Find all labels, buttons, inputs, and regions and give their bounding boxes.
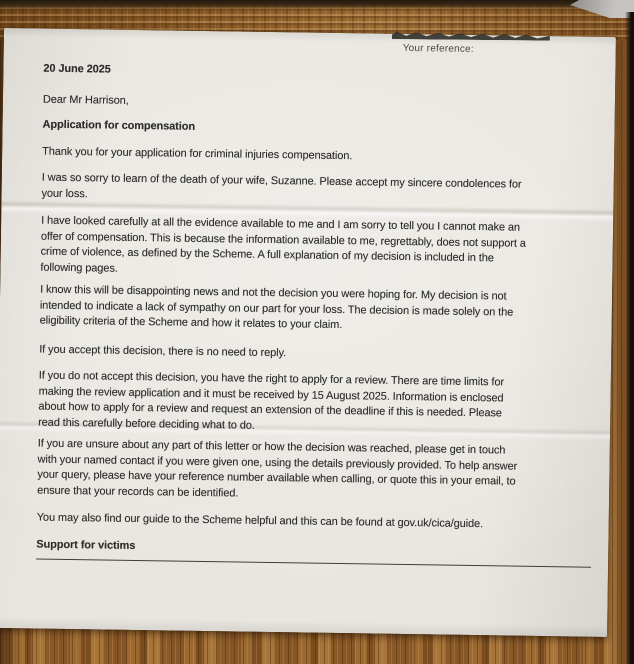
table-edge-shadow — [625, 12, 634, 664]
letter-paragraph: You may also find our guide to the Scheme helpful and this can be found at gov.uk/cica/guide. — [36, 511, 484, 531]
reference-label: Your reference: — [402, 42, 474, 55]
letter-paragraph: I have looked carefully at all the evidence available to me and I am sorry to tell you I cannot make an offer of compensation. This is because the information available to me, regrettably, does not support a crime of violence, as defined by the Scheme. A full explanation of my decision is included in the following pages. — [40, 214, 526, 275]
letter-salutation: Dear Mr Harrison, — [42, 93, 129, 107]
letter-paragraph: If you accept this decision, there is no need to reply. — [39, 343, 287, 359]
letter-paragraph: If you are unsure about any part of this letter or how the decision was reached, please get in touch with your named contact if you were given one, using the details previously provided. To help answer your query, please have your reference number available when calling, or quote this in your email, to ensure that your records can be identified. — [37, 437, 518, 500]
letter-paragraph: I know this will be disappointing news and not the decision you were hoping for. My decision is not intended to indicate a lack of sympathy on our part for your loss. The decision is made solely on the eligibility criteria of the Scheme and how it relates to your claim. — [39, 283, 514, 332]
support-for-victims-heading: Support for victims — [36, 537, 591, 568]
letter-subject-heading: Application for compensation — [42, 118, 196, 133]
letter-body — [36, 29, 599, 568]
letter-paragraph: Thank you for your application for criminal injuries compensation. — [42, 145, 353, 162]
letter-paragraph: If you do not accept this decision, you have the right to apply for a review. There are time limits for making the review application and it must be received by 15 August 2025. Information is enclosed about how to apply for a review and request an extension of the deadline if this is needed. Please read this carefully before deciding what to do. — [38, 369, 505, 432]
letter-paragraph: I was so sorry to learn of the death of your wife, Suzanne. Please accept my sincere condolences for your loss. — [41, 171, 522, 200]
letter-paper — [0, 28, 616, 637]
letter-date: 20 June 2025 — [43, 62, 111, 76]
